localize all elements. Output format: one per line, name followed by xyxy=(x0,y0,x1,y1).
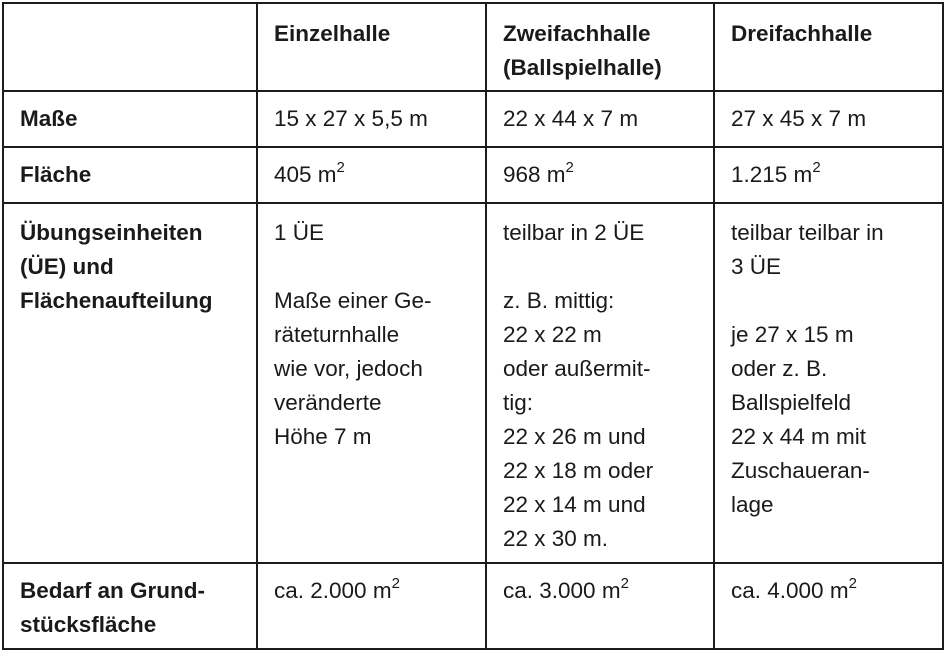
cell-masse-dreifachhalle: 27 x 45 x 7 m xyxy=(714,91,943,147)
row-label-uebungseinheiten: Übungseinheiten (ÜE) und Flächenaufteilung xyxy=(3,203,257,563)
row-bedarf xyxy=(3,563,943,649)
cell-uebung-zweifachhalle: teilbar in 2 ÜE z. B. mittig: 22 x 22 m oder außermit- tig: 22 x 26 m und 22 x 18 m oder 22 x 14 m und 22 x 30 m. xyxy=(486,203,714,563)
cell-bedarf-einzelhalle: ca. 2.000 $m^2$ xyxy=(257,563,486,649)
header-dreifachhalle: Dreifachhalle xyxy=(714,3,943,91)
row-masse xyxy=(3,91,943,147)
row-uebungseinheiten xyxy=(3,203,943,563)
cell-bedarf-zweifachhalle: ca. 3.000 $m^2$ xyxy=(486,563,714,649)
header-corner-cell xyxy=(3,3,257,91)
header-row xyxy=(3,3,943,91)
cell-flaeche-dreifachhalle: 1.215 $m^2$ xyxy=(714,147,943,203)
cell-masse-zweifachhalle: 22 x 44 x 7 m xyxy=(486,91,714,147)
cell-flaeche-einzelhalle: 405 $m^2$ xyxy=(257,147,486,203)
row-label-flaeche: Fläche xyxy=(3,147,257,203)
header-zweifachhalle: Zweifachhalle (Ballspielhalle) xyxy=(486,3,714,91)
sports-hall-comparison-table xyxy=(2,2,944,650)
row-label-bedarf: Bedarf an Grund- stücksfläche xyxy=(3,563,257,649)
cell-masse-einzelhalle: 15 x 27 x 5,5 m xyxy=(257,91,486,147)
cell-uebung-einzelhalle: 1 ÜE Maße einer Ge- räteturnhalle wie vor, jedoch veränderte Höhe 7 m xyxy=(257,203,486,563)
cell-flaeche-zweifachhalle: 968 $m^2$ xyxy=(486,147,714,203)
row-flaeche xyxy=(3,147,943,203)
cell-bedarf-dreifachhalle: ca. 4.000 $m^2$ xyxy=(714,563,943,649)
header-einzelhalle: Einzelhalle xyxy=(257,3,486,91)
cell-uebung-dreifachhalle: teilbar teilbar in 3 ÜE je 27 x 15 m oder z. B. Ballspielfeld 22 x 44 m mit Zuschaueran- lage xyxy=(714,203,943,563)
row-label-masse: Maße xyxy=(3,91,257,147)
